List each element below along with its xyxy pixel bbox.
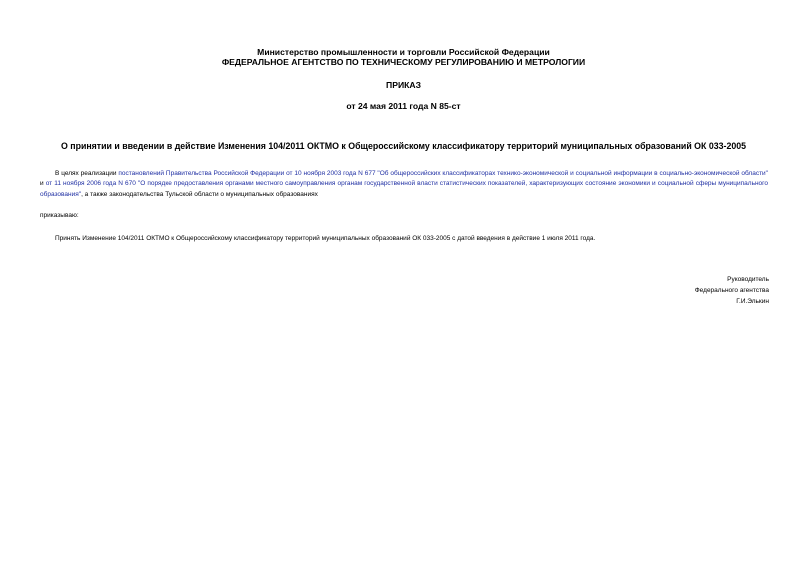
signature-name: Г.И.Элькин (736, 298, 769, 305)
preamble-text-mid: и (40, 180, 46, 188)
document-title: О принятии и введении в действие Изменения 104/2011 ОКТМО к Общероссийскому классификатору территорий муниципальных образований ОК 033-2005 (60, 141, 747, 151)
preamble-text-start: В целях реализации (55, 170, 119, 177)
paragraph-decision: Принять Изменение 104/2011 ОКТМО к Общероссийскому классификатору территорий муниципальных образований ОК 033-2005 с датой введения в действие 1 июля 2011 года. (55, 235, 596, 242)
agency-name: ФЕДЕРАЛЬНОЕ АГЕНТСТВО ПО ТЕХНИЧЕСКОМУ РЕГУЛИРОВАНИЮ И МЕТРОЛОГИИ (221, 57, 586, 67)
paragraph-order: приказываю: (40, 212, 79, 219)
signature-agency: Федерального агентства (694, 287, 769, 294)
link-resolution-677[interactable]: постановлений Правительства Российской Федерации от 10 ноября 2003 года N 677 "Об общероссийских классификаторах технико-экономической и социальной информации в социально-экономической области" (118, 170, 768, 177)
signature-block (695, 274, 769, 307)
document-type: ПРИКАЗ (386, 80, 421, 90)
paragraph-preamble (40, 169, 768, 200)
preamble-text-end: , а также законодательства Тульской области о муниципальных образованиях (81, 190, 318, 198)
link-resolution-670[interactable]: от 11 ноября 2006 года N 670 "О порядке предоставления органами местного самоуправления органам государственной власти статистических показателей, характеризующих состояние экономики и социальной сферы муниципального образования" (40, 180, 769, 198)
ministry-name: Министерство промышленности и торговли Российской Федерации (257, 47, 550, 57)
document-date-number: от 24 мая 2011 года N 85-ст (346, 101, 461, 111)
signature-position: Руководитель (727, 276, 769, 283)
